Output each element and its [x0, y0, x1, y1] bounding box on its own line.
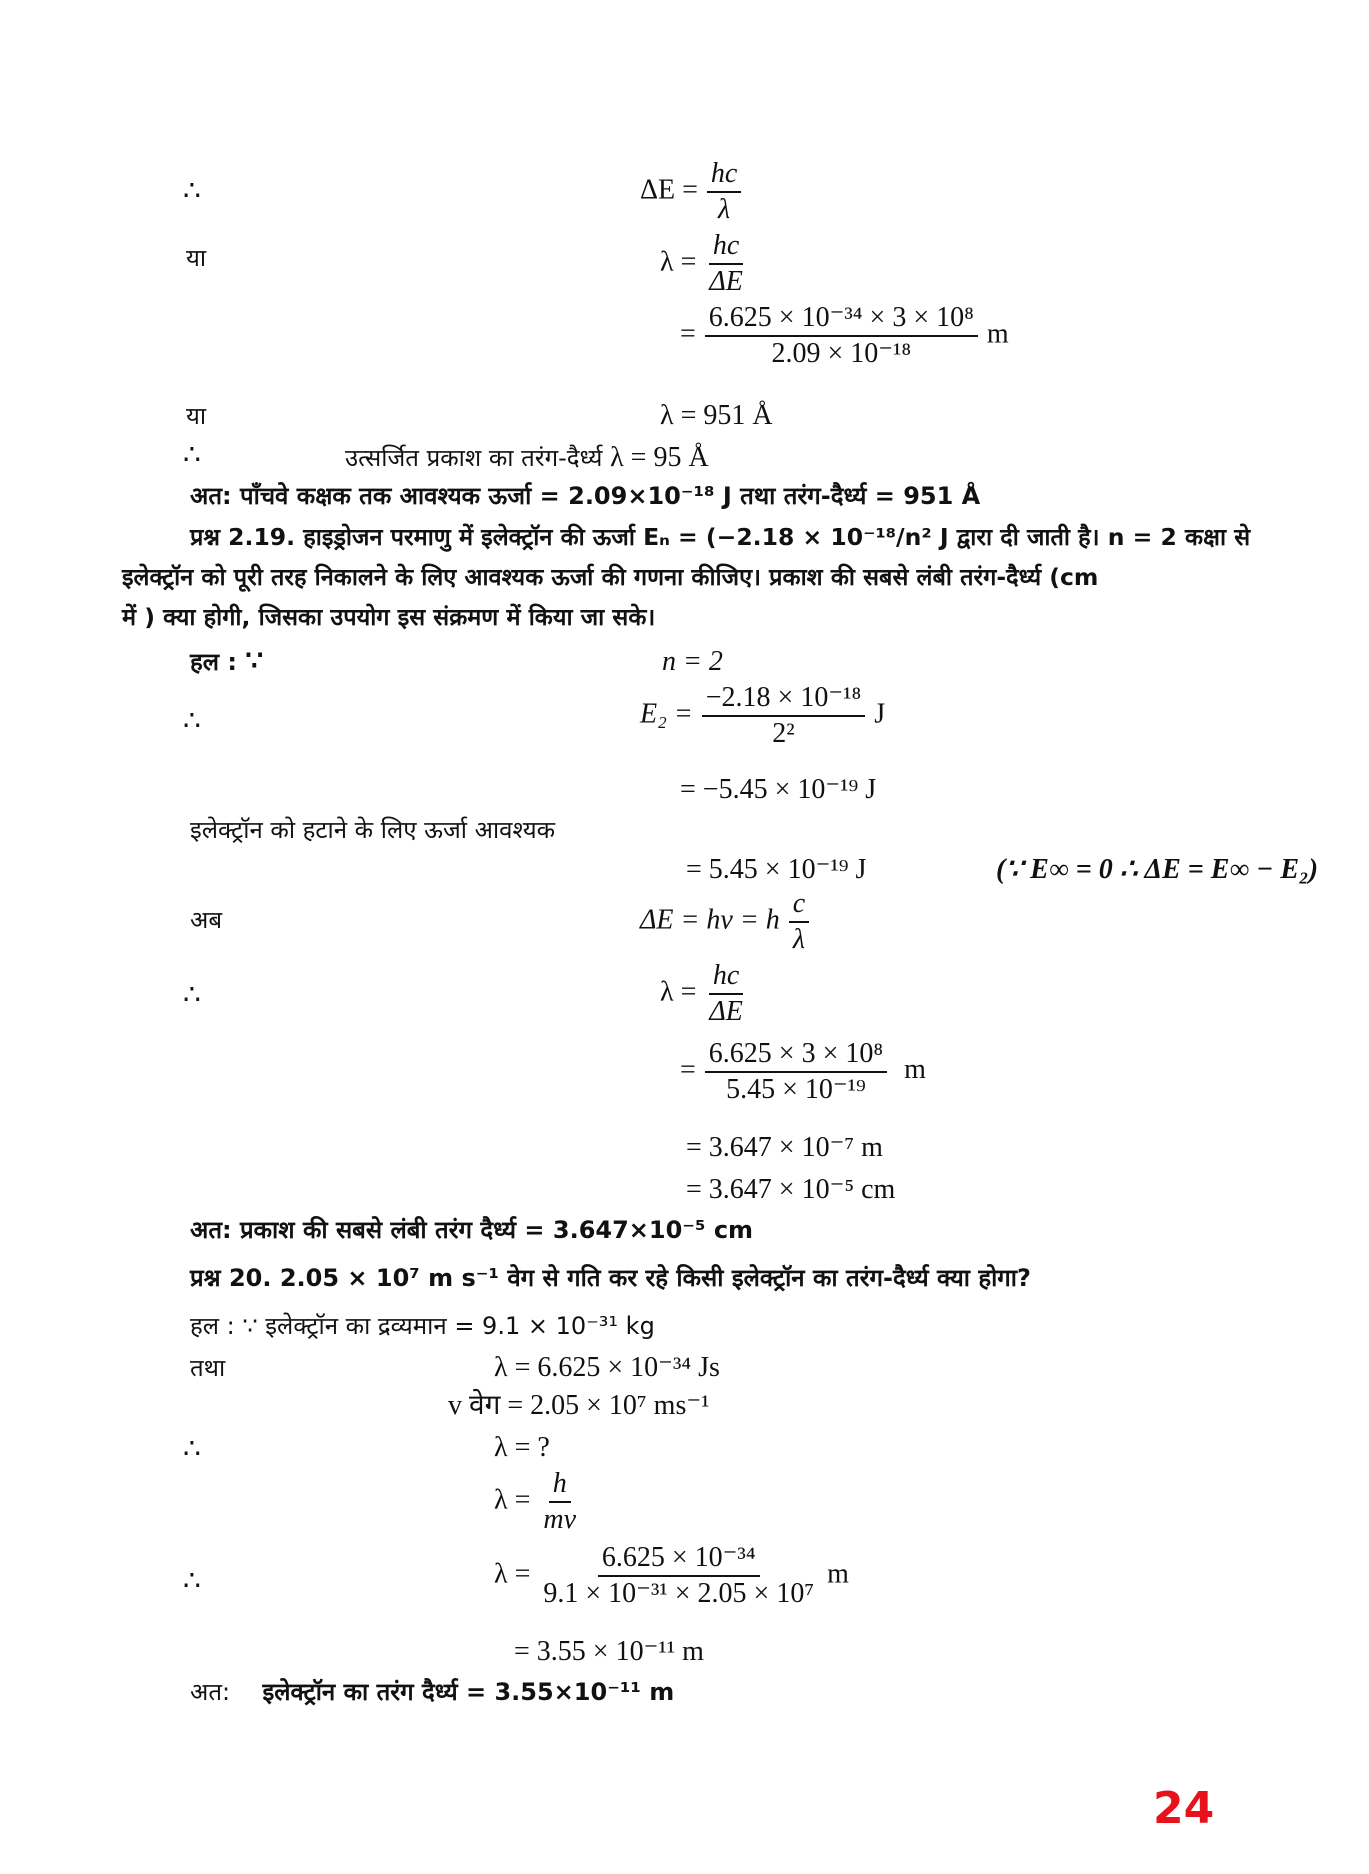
equation-lhs: ΔE = hν = h [640, 904, 780, 936]
equation-lambda-951: λ = 951 Å [660, 400, 773, 431]
equation-lhs: E₂ = [640, 698, 693, 730]
lambda-unknown: λ = ? [494, 1432, 550, 1463]
therefore-symbol: ∴ [183, 1566, 201, 1597]
denominator: mv [543, 1504, 577, 1535]
conclusion-prefix: अत: [190, 1678, 231, 1706]
numerator: hc [709, 962, 743, 995]
fraction [702, 684, 866, 748]
equation-lambda [660, 232, 749, 296]
expression: λ = 95 Å [610, 442, 709, 473]
text: उत्सर्जित प्रकाश का तरंग-दैर्ध्य [345, 444, 603, 472]
fraction [705, 962, 747, 1026]
energy-note: (∵ E∞ = 0 ∴ ΔE = E∞ − E₂) [996, 854, 1319, 885]
therefore-symbol: ∴ [183, 176, 201, 207]
fraction [705, 232, 747, 296]
equation-delta-e [640, 160, 743, 224]
result-centimeters: = 3.647 × 10⁻⁵ cm [686, 1174, 896, 1205]
numerator: hc [709, 232, 743, 265]
denominator: λ [792, 924, 806, 955]
equals-sign: = [680, 318, 696, 350]
solution-mass-line: हल : ∵ इलेक्ट्रॉन का द्रव्यमान = 9.1 × 10⁻³¹ kg [190, 1312, 655, 1340]
conclusion-2-19: अत: प्रकाश की सबसे लंबी तरंग दैर्ध्य = 3.647×10⁻⁵ cm [190, 1216, 754, 1244]
e2-value: = −5.45 × 10⁻¹⁹ J [680, 774, 877, 805]
unit: m [827, 1558, 849, 1590]
tatha-word: तथा [190, 1354, 226, 1382]
conclusion-text: इलेक्ट्रॉन का तरंग दैर्ध्य = 3.55×10⁻¹¹ m [262, 1678, 675, 1706]
result-q20: = 3.55 × 10⁻¹¹ m [514, 1636, 704, 1667]
equation-e2 [640, 684, 885, 748]
denominator: 5.45 × 10⁻¹⁹ [726, 1074, 866, 1105]
numerator: h [549, 1470, 571, 1503]
denominator: λ [718, 194, 731, 225]
unit: J [874, 698, 886, 730]
solution-text: हल : [190, 648, 237, 676]
equation-lambda-calc [494, 1544, 849, 1608]
equation-lhs: ΔE = [640, 174, 698, 206]
denominator: ΔE [709, 996, 743, 1027]
denominator: ΔE [709, 266, 743, 297]
therefore-symbol: ∴ [183, 1434, 201, 1465]
fraction [705, 304, 978, 368]
equals-sign: = [680, 1054, 696, 1086]
therefore-symbol: ∴ [183, 980, 201, 1011]
equation-de-broglie [494, 1470, 582, 1534]
denominator: 9.1 × 10⁻³¹ × 2.05 × 10⁷ [543, 1578, 815, 1609]
ya-word: या [186, 402, 207, 430]
numerator: c [789, 890, 809, 923]
numerator: 6.625 × 10⁻³⁴ × 3 × 10⁸ [705, 304, 978, 337]
equation-lhs: λ = [494, 1558, 531, 1590]
denominator: 2.09 × 10⁻¹⁸ [771, 338, 912, 369]
conclusion-q20 [190, 1680, 674, 1704]
numerator: −2.18 × 10⁻¹⁸ [702, 684, 866, 717]
numerator: 6.625 × 3 × 10⁸ [705, 1040, 887, 1073]
numerator: hc [707, 160, 741, 193]
numerator: 6.625 × 10⁻³⁴ [598, 1544, 760, 1577]
unit: m [986, 318, 1009, 350]
denominator: 2² [772, 718, 795, 749]
result-meters: = 3.647 × 10⁻⁷ m [686, 1132, 883, 1163]
fraction [539, 1544, 818, 1608]
energy-value: = 5.45 × 10⁻¹⁹ J [686, 854, 867, 885]
energy-required-text: इलेक्ट्रॉन को हटाने के लिए ऊर्जा आवश्यक [190, 816, 556, 844]
fraction [707, 160, 741, 224]
ya-word: या [186, 244, 207, 272]
therefore-symbol: ∴ [183, 706, 201, 737]
equation-lambda-calc [680, 304, 1009, 368]
equation-lhs: λ = [660, 246, 697, 278]
unit: m [904, 1054, 926, 1086]
equation-lambda-calc [680, 1040, 926, 1104]
page-number: 24 [1153, 1783, 1215, 1834]
because-symbol: ∵ [245, 646, 264, 677]
n-equals-2: n = 2 [662, 646, 723, 677]
question-2-19-line3: में ) क्या होगी, जिसका उपयोग इस संक्रमण में किया जा सके। [122, 603, 656, 631]
question-2-19-line2: इलेक्ट्रॉन को पूरी तरह निकालने के लिए आवश्यक ऊर्जा की गणना कीजिए। प्रकाश की सबसे लंबी तरंग-दैर्ध्य (cm [122, 563, 1099, 591]
solution-label [190, 648, 263, 676]
equation-lambda-hc [660, 962, 749, 1026]
conclusion-part1: अत: पाँचवे कक्षक तक आवश्यक ऊर्जा = 2.09×10⁻¹⁸ J तथा तरंग-दैर्ध्य = 951 Å [190, 482, 981, 510]
velocity-line: v वेग = 2.05 × 10⁷ ms⁻¹ [448, 1390, 710, 1421]
equation-lhs: λ = [660, 976, 697, 1008]
therefore-symbol: ∴ [183, 440, 201, 471]
question-20: प्रश्न 20. 2.05 × 10⁷ m s⁻¹ वेग से गति कर रहे किसी इलेक्ट्रॉन का तरंग-दैर्ध्य क्या होगा? [190, 1264, 1031, 1292]
planck-constant-line: λ = 6.625 × 10⁻³⁴ Js [494, 1352, 720, 1383]
ab-word: अब [190, 906, 223, 934]
fraction [705, 1040, 887, 1104]
equation-lhs: λ = [494, 1484, 531, 1516]
fraction [789, 890, 809, 954]
emitted-light-text [345, 444, 709, 472]
question-2-19-line1: प्रश्न 2.19. हाइड्रोजन परमाणु में इलेक्ट्रॉन की ऊर्जा Eₙ = (−2.18 × 10⁻¹⁸/n² J द्वारा दी जाती है। n = 2 कक्षा से [190, 523, 1251, 551]
fraction [539, 1470, 580, 1534]
equation-delta-e-hv [640, 890, 811, 954]
